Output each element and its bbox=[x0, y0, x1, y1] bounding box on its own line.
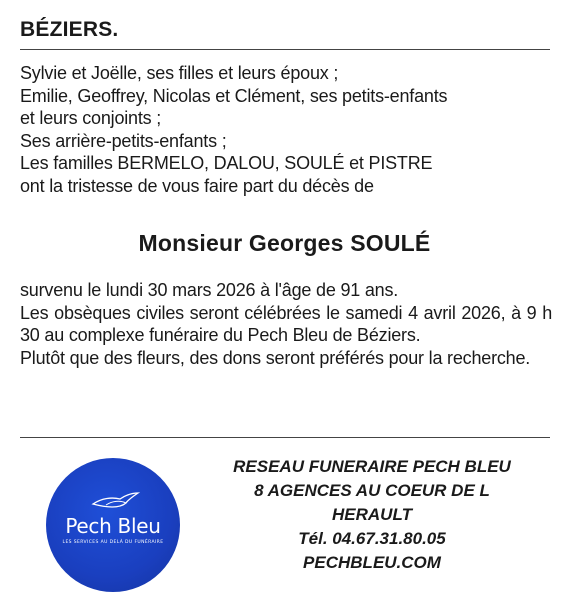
city-heading: BÉZIERS. bbox=[20, 18, 119, 41]
logo-wordmark: Pech Bleu bbox=[65, 514, 161, 538]
contact-phone[interactable]: Tél. 04.67.31.80.05 bbox=[298, 529, 446, 548]
contact-agencies: 8 AGENCES AU COEUR DE L bbox=[254, 481, 490, 500]
pech-bleu-logo bbox=[46, 458, 180, 592]
family-line: ont la tristesse de vous faire part du décès de bbox=[20, 175, 374, 196]
top-divider bbox=[20, 49, 550, 50]
funeral-paragraph: Les obsèques civiles seront célébrées le samedi 4 avril 2026, à 9 h 30 au complexe funéraire du Pech Bleu de Béziers. bbox=[20, 302, 552, 345]
contact-region: HERAULT bbox=[332, 505, 412, 524]
bottom-divider bbox=[20, 437, 550, 438]
notice-body bbox=[20, 279, 552, 369]
contact-website[interactable]: PECHBLEU.COM bbox=[303, 553, 441, 572]
logo-tagline: LES SERVICES AU DELÀ DU FUNÉRAIRE bbox=[62, 540, 164, 545]
deceased-name: Monsieur Georges SOULÉ bbox=[138, 230, 431, 256]
death-date-paragraph: survenu le lundi 30 mars 2026 à l'âge de 91 ans. bbox=[20, 280, 399, 300]
contact-company: RESEAU FUNERAIRE PECH BLEU bbox=[233, 457, 511, 476]
donation-paragraph: Plutôt que des fleurs, des dons seront préférés pour la recherche. bbox=[20, 347, 531, 368]
funeral-home-contact bbox=[215, 455, 529, 575]
family-line: Les familles BERMELO, DALOU, SOULÉ et PISTRE bbox=[20, 153, 433, 173]
family-list bbox=[20, 62, 552, 197]
family-line: Emilie, Geoffrey, Nicolas et Clément, ses petits-enfants bbox=[20, 85, 448, 106]
family-line: et leurs conjoints ; bbox=[20, 108, 162, 128]
family-line: Sylvie et Joëlle, ses filles et leurs époux ; bbox=[20, 63, 339, 83]
family-line: Ses arrière-petits-enfants ; bbox=[20, 130, 227, 151]
